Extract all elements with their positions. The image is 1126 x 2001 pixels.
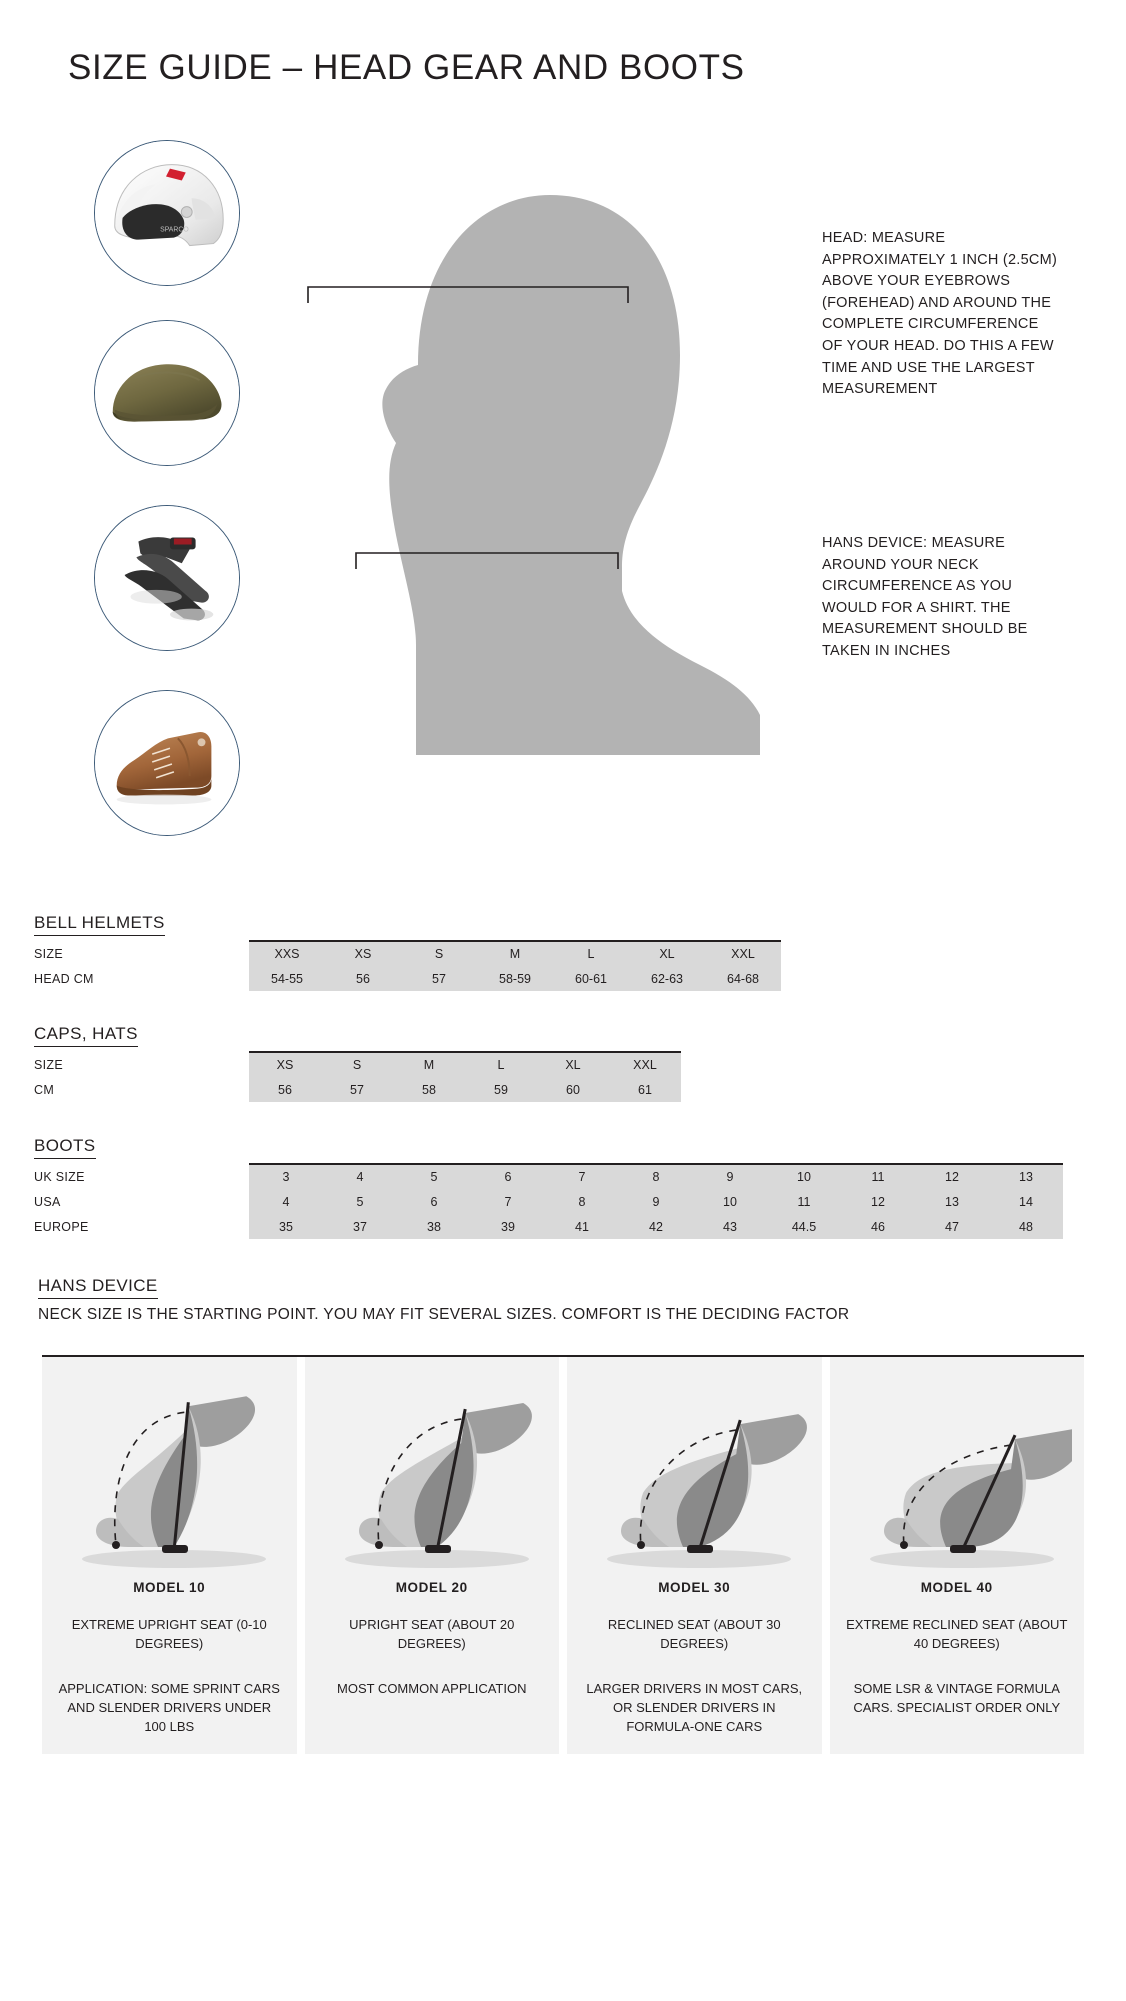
hans-model-application: MOST COMMON APPLICATION bbox=[337, 1681, 527, 1696]
table-cell: 56 bbox=[249, 1077, 321, 1102]
table-cell: 61 bbox=[609, 1077, 681, 1102]
hans-model-card bbox=[42, 1357, 297, 1754]
table-cell: S bbox=[401, 941, 477, 966]
table-cell: 7 bbox=[471, 1189, 545, 1214]
row-label: CM bbox=[34, 1082, 55, 1097]
table-row bbox=[34, 966, 781, 991]
svg-text:SPARCO: SPARCO bbox=[160, 226, 189, 234]
hans-model-description: UPRIGHT SEAT (ABOUT 20 DEGREES) bbox=[349, 1617, 515, 1651]
table-cell: 62-63 bbox=[629, 966, 705, 991]
table-cell: 60 bbox=[537, 1077, 609, 1102]
table-cell: 56 bbox=[325, 966, 401, 991]
hans-model-application: LARGER DRIVERS IN MOST CARS, OR SLENDER DRIVERS IN FORMULA-ONE CARS bbox=[586, 1681, 803, 1734]
seat-angle-diagram-icon bbox=[305, 1369, 560, 1574]
table-row bbox=[34, 1189, 1063, 1214]
table-cell: XXS bbox=[249, 941, 325, 966]
table-cell: 13 bbox=[989, 1164, 1063, 1189]
section-heading-caps-hats: CAPS, HATS bbox=[34, 1024, 138, 1047]
row-label: SIZE bbox=[34, 1057, 63, 1072]
table-cell: 11 bbox=[767, 1189, 841, 1214]
table-cell: 39 bbox=[471, 1214, 545, 1239]
table-cell: 5 bbox=[323, 1189, 397, 1214]
table-cell: 41 bbox=[545, 1214, 619, 1239]
table-cell: 44.5 bbox=[767, 1214, 841, 1239]
hans-model-label: MODEL 10 bbox=[133, 1580, 206, 1595]
open-face-helmet-photo bbox=[94, 140, 240, 286]
table-cell: 60-61 bbox=[553, 966, 629, 991]
table-cell: 10 bbox=[693, 1189, 767, 1214]
table-cell: 14 bbox=[989, 1189, 1063, 1214]
table-cell: 4 bbox=[249, 1189, 323, 1214]
table-cell: 8 bbox=[619, 1164, 693, 1189]
table-cell: 58-59 bbox=[477, 966, 553, 991]
table-cell: L bbox=[465, 1052, 537, 1077]
table-cell: 3 bbox=[249, 1164, 323, 1189]
hans-model-cards bbox=[42, 1355, 1084, 1754]
head-measurement-diagram bbox=[300, 175, 780, 755]
table-cell: 48 bbox=[989, 1214, 1063, 1239]
table-cell: 12 bbox=[915, 1164, 989, 1189]
table-row bbox=[34, 1077, 681, 1102]
bell-helmets-table bbox=[34, 940, 781, 991]
table-cell: M bbox=[477, 941, 553, 966]
table-cell: 11 bbox=[841, 1164, 915, 1189]
table-cell: 37 bbox=[323, 1214, 397, 1239]
flat-cap-photo bbox=[94, 320, 240, 466]
table-row bbox=[34, 1164, 1063, 1189]
hans-model-label: MODEL 30 bbox=[658, 1580, 731, 1595]
table-cell: 59 bbox=[465, 1077, 537, 1102]
table-cell: 9 bbox=[619, 1189, 693, 1214]
table-cell: L bbox=[553, 941, 629, 966]
hans-model-description: RECLINED SEAT (ABOUT 30 DEGREES) bbox=[607, 1617, 781, 1651]
table-cell: 47 bbox=[915, 1214, 989, 1239]
table-cell: 35 bbox=[249, 1214, 323, 1239]
hans-device-photo bbox=[94, 505, 240, 651]
section-heading-hans-device: HANS DEVICE bbox=[38, 1276, 158, 1299]
table-cell: 57 bbox=[321, 1077, 393, 1102]
seat-angle-diagram-icon bbox=[42, 1369, 297, 1574]
row-label: HEAD CM bbox=[34, 971, 94, 986]
boots-table bbox=[34, 1163, 1063, 1239]
table-cell: S bbox=[321, 1052, 393, 1077]
table-cell: 8 bbox=[545, 1189, 619, 1214]
table-cell: 42 bbox=[619, 1214, 693, 1239]
hans-subtitle: NECK SIZE IS THE STARTING POINT. YOU MAY FIT SEVERAL SIZES. COMFORT IS THE DECIDING FACTOR bbox=[38, 1306, 850, 1323]
table-cell: XS bbox=[325, 941, 401, 966]
page-title: SIZE GUIDE – HEAD GEAR AND BOOTS bbox=[68, 48, 745, 87]
table-cell: 6 bbox=[471, 1164, 545, 1189]
table-cell: XL bbox=[537, 1052, 609, 1077]
row-label: EUROPE bbox=[34, 1219, 89, 1234]
table-cell: 13 bbox=[915, 1189, 989, 1214]
hans-model-application: SOME LSR & VINTAGE FORMULA CARS. SPECIALIST ORDER ONLY bbox=[853, 1681, 1061, 1715]
table-cell: 6 bbox=[397, 1189, 471, 1214]
table-cell: 5 bbox=[397, 1164, 471, 1189]
hans-model-card bbox=[830, 1357, 1085, 1754]
table-cell: 7 bbox=[545, 1164, 619, 1189]
table-cell: 54-55 bbox=[249, 966, 325, 991]
hans-measure-instructions: HANS DEVICE: MEASURE AROUND YOUR NECK CIRCUMFERENCE AS YOU WOULD FOR A SHIRT. THE MEASUREMENT SHOULD BE TAKEN IN INCHES bbox=[822, 535, 1028, 659]
hans-model-card bbox=[305, 1357, 560, 1754]
table-cell: 38 bbox=[397, 1214, 471, 1239]
table-cell: XXL bbox=[609, 1052, 681, 1077]
hans-model-description: EXTREME UPRIGHT SEAT (0-10 DEGREES) bbox=[71, 1617, 267, 1651]
table-cell: 12 bbox=[841, 1189, 915, 1214]
table-cell: M bbox=[393, 1052, 465, 1077]
table-cell: 4 bbox=[323, 1164, 397, 1189]
head-measure-instructions: HEAD: MEASURE APPROXIMATELY 1 INCH (2.5CM) ABOVE YOUR EYEBROWS (FOREHEAD) AND AROUND THE COMPLETE CIRCUMFERENCE OF YOUR HEAD. DO THIS A FEW TIME AND USE THE LARGEST MEASUREMENT bbox=[822, 230, 1058, 398]
section-heading-boots: BOOTS bbox=[34, 1136, 96, 1159]
table-cell: 9 bbox=[693, 1164, 767, 1189]
hans-model-label: MODEL 20 bbox=[395, 1580, 468, 1595]
hans-model-card bbox=[567, 1357, 822, 1754]
caps-hats-table bbox=[34, 1051, 681, 1102]
racing-boot-photo bbox=[94, 690, 240, 836]
table-cell: XXL bbox=[705, 941, 781, 966]
seat-angle-diagram-icon bbox=[567, 1369, 822, 1574]
table-cell: 46 bbox=[841, 1214, 915, 1239]
table-cell: 64-68 bbox=[705, 966, 781, 991]
row-label: UK SIZE bbox=[34, 1169, 85, 1184]
table-row bbox=[34, 1052, 681, 1077]
hans-model-label: MODEL 40 bbox=[920, 1580, 993, 1595]
table-cell: 58 bbox=[393, 1077, 465, 1102]
table-row bbox=[34, 941, 781, 966]
section-heading-bell-helmets: BELL HELMETS bbox=[34, 913, 165, 936]
table-cell: XL bbox=[629, 941, 705, 966]
table-cell: 57 bbox=[401, 966, 477, 991]
table-cell: 10 bbox=[767, 1164, 841, 1189]
table-row bbox=[34, 1214, 1063, 1239]
table-cell: XS bbox=[249, 1052, 321, 1077]
hans-model-application: APPLICATION: SOME SPRINT CARS AND SLENDER DRIVERS UNDER 100 LBS bbox=[58, 1681, 280, 1734]
seat-angle-diagram-icon bbox=[830, 1369, 1085, 1574]
table-cell: 43 bbox=[693, 1214, 767, 1239]
row-label: USA bbox=[34, 1194, 61, 1209]
row-label: SIZE bbox=[34, 946, 63, 961]
hans-model-description: EXTREME RECLINED SEAT (ABOUT 40 DEGREES) bbox=[846, 1617, 1068, 1651]
